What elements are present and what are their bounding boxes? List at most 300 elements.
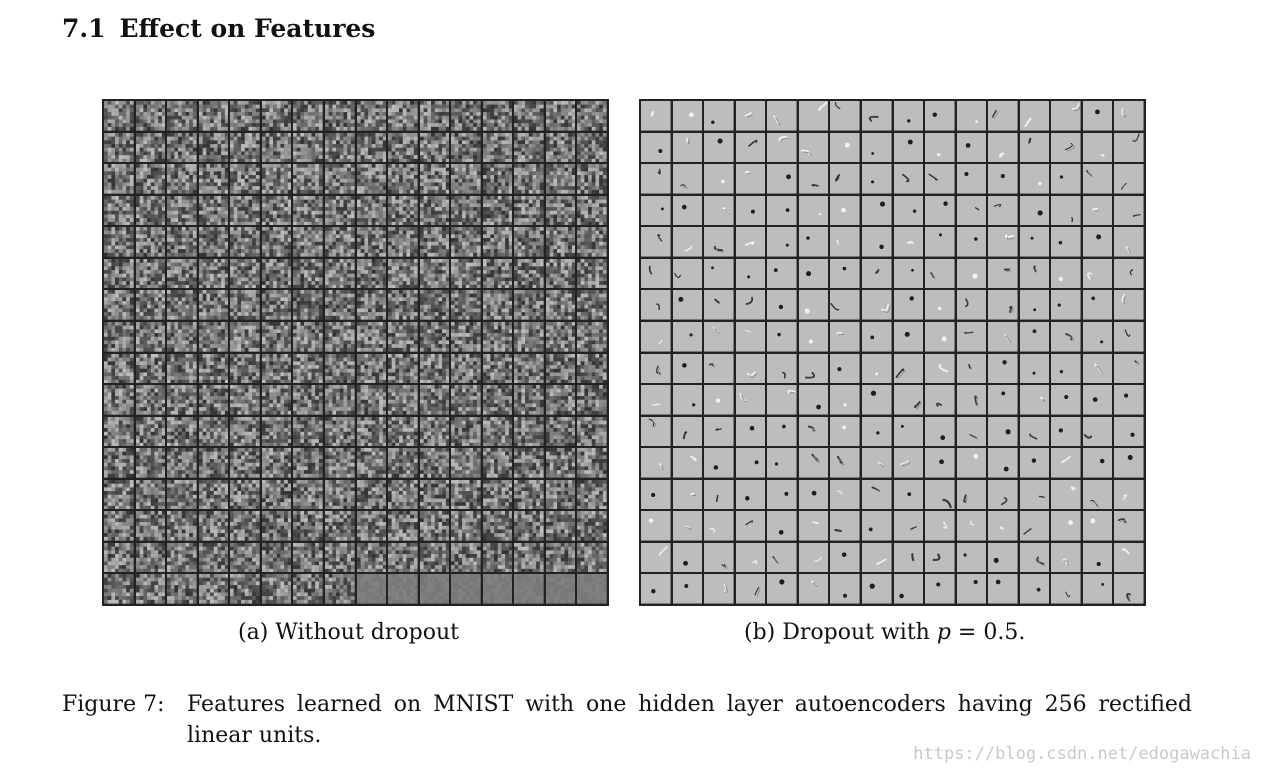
subcaption-b-prefix: (b) Dropout with bbox=[744, 620, 937, 645]
feature-tile bbox=[514, 322, 544, 352]
feature-tile bbox=[577, 133, 607, 163]
feature-tile bbox=[293, 227, 323, 257]
feature-tile bbox=[577, 354, 607, 384]
feature-tile bbox=[1083, 164, 1113, 194]
feature-tile bbox=[894, 543, 924, 573]
feature-tile bbox=[1051, 101, 1081, 131]
feature-tile bbox=[862, 511, 892, 541]
feature-tile bbox=[736, 259, 766, 289]
feature-tile bbox=[1114, 227, 1144, 257]
feature-tile bbox=[167, 290, 197, 320]
feature-tile bbox=[104, 574, 134, 604]
feature-tile bbox=[262, 196, 292, 226]
feature-tile bbox=[199, 259, 229, 289]
feature-grid-without-dropout bbox=[102, 99, 609, 606]
feature-tile bbox=[830, 385, 860, 415]
feature-tile bbox=[957, 574, 987, 604]
feature-tile bbox=[325, 448, 355, 478]
feature-tile bbox=[199, 448, 229, 478]
feature-tile bbox=[199, 290, 229, 320]
feature-tile bbox=[830, 290, 860, 320]
feature-tile bbox=[1114, 480, 1144, 510]
feature-tile bbox=[420, 196, 450, 226]
feature-tile bbox=[704, 574, 734, 604]
feature-tile bbox=[1114, 196, 1144, 226]
feature-tile bbox=[199, 543, 229, 573]
feature-tile bbox=[1020, 290, 1050, 320]
feature-tile bbox=[167, 385, 197, 415]
feature-tile bbox=[388, 385, 418, 415]
feature-tile bbox=[704, 133, 734, 163]
feature-tile bbox=[451, 385, 481, 415]
feature-tile bbox=[388, 543, 418, 573]
feature-tile bbox=[483, 290, 513, 320]
feature-tile bbox=[673, 480, 703, 510]
figure-caption-text: Features learned on MNIST with one hidden layer autoencoders having 256 rectified linear units. bbox=[187, 692, 1192, 748]
feature-tile bbox=[546, 101, 576, 131]
feature-tile bbox=[799, 511, 829, 541]
feature-tile bbox=[357, 290, 387, 320]
feature-tile bbox=[957, 385, 987, 415]
feature-tile bbox=[577, 511, 607, 541]
feature-tile bbox=[104, 259, 134, 289]
feature-tile bbox=[704, 511, 734, 541]
feature-tile bbox=[420, 164, 450, 194]
feature-tile bbox=[357, 574, 387, 604]
feature-tile bbox=[704, 385, 734, 415]
feature-tile bbox=[673, 259, 703, 289]
feature-tile bbox=[767, 164, 797, 194]
feature-tile bbox=[577, 101, 607, 131]
subcaption-b-variable: p bbox=[936, 620, 951, 645]
feature-tile bbox=[736, 385, 766, 415]
feature-tile bbox=[104, 227, 134, 257]
feature-tile bbox=[136, 322, 166, 352]
feature-tile bbox=[514, 101, 544, 131]
feature-tile bbox=[1051, 290, 1081, 320]
section-number: 7.1 bbox=[62, 14, 106, 43]
feature-tile bbox=[641, 101, 671, 131]
feature-tile bbox=[293, 164, 323, 194]
feature-tile bbox=[641, 322, 671, 352]
feature-tile bbox=[799, 196, 829, 226]
feature-tile bbox=[230, 101, 260, 131]
feature-tile bbox=[862, 322, 892, 352]
feature-tile bbox=[325, 543, 355, 573]
feature-tile bbox=[799, 417, 829, 447]
feature-tile bbox=[1114, 133, 1144, 163]
feature-tile bbox=[357, 164, 387, 194]
feature-tile bbox=[514, 480, 544, 510]
feature-tile bbox=[799, 354, 829, 384]
feature-tile bbox=[293, 574, 323, 604]
feature-tile bbox=[957, 196, 987, 226]
feature-tile bbox=[988, 133, 1018, 163]
feature-tile bbox=[420, 385, 450, 415]
feature-tile bbox=[546, 417, 576, 447]
feature-grid-with-dropout bbox=[639, 99, 1146, 606]
feature-tile bbox=[862, 164, 892, 194]
feature-tile bbox=[104, 290, 134, 320]
feature-tile bbox=[136, 290, 166, 320]
feature-tile bbox=[1114, 322, 1144, 352]
feature-tile bbox=[483, 511, 513, 541]
feature-tile bbox=[293, 448, 323, 478]
feature-tile bbox=[704, 227, 734, 257]
feature-tile bbox=[577, 196, 607, 226]
feature-tile bbox=[736, 133, 766, 163]
feature-tile bbox=[388, 480, 418, 510]
feature-tile bbox=[673, 448, 703, 478]
feature-tile bbox=[420, 574, 450, 604]
feature-tile bbox=[988, 511, 1018, 541]
feature-tile bbox=[925, 259, 955, 289]
feature-tile bbox=[104, 448, 134, 478]
feature-tile bbox=[262, 322, 292, 352]
feature-tile bbox=[641, 543, 671, 573]
feature-tile bbox=[641, 511, 671, 541]
feature-tile bbox=[325, 196, 355, 226]
feature-tile bbox=[451, 259, 481, 289]
feature-tile bbox=[325, 259, 355, 289]
feature-tile bbox=[641, 227, 671, 257]
feature-tile bbox=[1020, 133, 1050, 163]
feature-tile bbox=[1083, 385, 1113, 415]
feature-tile bbox=[388, 322, 418, 352]
feature-tile bbox=[420, 101, 450, 131]
feature-tile bbox=[577, 448, 607, 478]
feature-tile bbox=[1114, 385, 1144, 415]
feature-tile bbox=[704, 448, 734, 478]
feature-tile bbox=[136, 259, 166, 289]
feature-tile bbox=[483, 322, 513, 352]
feature-tile bbox=[799, 574, 829, 604]
feature-tile bbox=[1083, 417, 1113, 447]
feature-tile bbox=[136, 511, 166, 541]
feature-tile bbox=[388, 448, 418, 478]
feature-tile bbox=[925, 448, 955, 478]
feature-tile bbox=[1051, 196, 1081, 226]
feature-tile bbox=[546, 133, 576, 163]
feature-tile bbox=[514, 259, 544, 289]
feature-tile bbox=[830, 574, 860, 604]
feature-tile bbox=[1020, 385, 1050, 415]
feature-tile bbox=[894, 480, 924, 510]
feature-tile bbox=[1051, 354, 1081, 384]
feature-tile bbox=[830, 480, 860, 510]
feature-tile bbox=[673, 417, 703, 447]
feature-tile bbox=[262, 448, 292, 478]
feature-tile bbox=[388, 259, 418, 289]
feature-tile bbox=[988, 574, 1018, 604]
feature-tile bbox=[830, 354, 860, 384]
feature-tile bbox=[673, 543, 703, 573]
feature-tile bbox=[230, 511, 260, 541]
feature-tile bbox=[167, 417, 197, 447]
feature-tile bbox=[1083, 259, 1113, 289]
feature-tile bbox=[136, 227, 166, 257]
feature-tile bbox=[925, 290, 955, 320]
feature-tile bbox=[230, 448, 260, 478]
feature-tile bbox=[641, 133, 671, 163]
feature-tile bbox=[167, 543, 197, 573]
feature-tile bbox=[1051, 322, 1081, 352]
feature-tile bbox=[862, 543, 892, 573]
feature-tile bbox=[104, 385, 134, 415]
figure-caption-label: Figure 7: bbox=[62, 692, 165, 717]
feature-tile bbox=[925, 480, 955, 510]
feature-grid-a-tiles bbox=[104, 101, 607, 604]
feature-tile bbox=[451, 133, 481, 163]
feature-tile bbox=[483, 480, 513, 510]
feature-tile bbox=[199, 101, 229, 131]
feature-tile bbox=[167, 164, 197, 194]
feature-tile bbox=[483, 227, 513, 257]
feature-tile bbox=[1114, 290, 1144, 320]
feature-tile bbox=[957, 322, 987, 352]
feature-tile bbox=[767, 385, 797, 415]
feature-tile bbox=[673, 196, 703, 226]
feature-tile bbox=[957, 511, 987, 541]
feature-tile bbox=[451, 511, 481, 541]
feature-tile bbox=[388, 227, 418, 257]
feature-tile bbox=[262, 480, 292, 510]
feature-tile bbox=[1051, 480, 1081, 510]
feature-tile bbox=[1020, 543, 1050, 573]
feature-tile bbox=[451, 417, 481, 447]
feature-tile bbox=[357, 133, 387, 163]
feature-tile bbox=[957, 480, 987, 510]
feature-tile bbox=[767, 448, 797, 478]
subcaption-b bbox=[744, 620, 1025, 645]
feature-tile bbox=[577, 417, 607, 447]
feature-tile bbox=[704, 290, 734, 320]
feature-tile bbox=[767, 227, 797, 257]
feature-tile bbox=[925, 385, 955, 415]
feature-tile bbox=[514, 574, 544, 604]
feature-tile bbox=[104, 511, 134, 541]
feature-tile bbox=[262, 385, 292, 415]
feature-tile bbox=[483, 101, 513, 131]
feature-tile bbox=[357, 101, 387, 131]
feature-tile bbox=[641, 385, 671, 415]
feature-tile bbox=[988, 448, 1018, 478]
feature-tile bbox=[199, 322, 229, 352]
feature-tile bbox=[293, 133, 323, 163]
feature-tile bbox=[577, 227, 607, 257]
feature-tile bbox=[1114, 417, 1144, 447]
feature-tile bbox=[925, 511, 955, 541]
feature-tile bbox=[1020, 480, 1050, 510]
feature-tile bbox=[1083, 290, 1113, 320]
feature-tile bbox=[925, 164, 955, 194]
feature-tile bbox=[451, 543, 481, 573]
feature-tile bbox=[799, 227, 829, 257]
feature-tile bbox=[262, 259, 292, 289]
feature-tile bbox=[325, 133, 355, 163]
feature-tile bbox=[136, 417, 166, 447]
feature-tile bbox=[957, 101, 987, 131]
feature-tile bbox=[293, 259, 323, 289]
feature-tile bbox=[357, 385, 387, 415]
feature-tile bbox=[1051, 448, 1081, 478]
feature-tile bbox=[830, 259, 860, 289]
feature-tile bbox=[546, 196, 576, 226]
feature-tile bbox=[1083, 196, 1113, 226]
feature-tile bbox=[988, 417, 1018, 447]
feature-tile bbox=[799, 322, 829, 352]
feature-tile bbox=[862, 417, 892, 447]
feature-tile bbox=[767, 259, 797, 289]
feature-tile bbox=[736, 196, 766, 226]
feature-tile bbox=[577, 259, 607, 289]
feature-tile bbox=[577, 322, 607, 352]
feature-tile bbox=[199, 417, 229, 447]
feature-tile bbox=[925, 354, 955, 384]
feature-tile bbox=[957, 543, 987, 573]
feature-tile bbox=[293, 480, 323, 510]
feature-tile bbox=[420, 259, 450, 289]
feature-tile bbox=[1051, 574, 1081, 604]
feature-tile bbox=[514, 290, 544, 320]
feature-tile bbox=[1051, 543, 1081, 573]
feature-tile bbox=[767, 511, 797, 541]
feature-tile bbox=[673, 354, 703, 384]
feature-tile bbox=[894, 385, 924, 415]
feature-tile bbox=[894, 227, 924, 257]
feature-tile bbox=[925, 322, 955, 352]
feature-tile bbox=[325, 574, 355, 604]
feature-tile bbox=[293, 196, 323, 226]
feature-tile bbox=[830, 322, 860, 352]
feature-tile bbox=[104, 322, 134, 352]
feature-tile bbox=[451, 354, 481, 384]
feature-tile bbox=[230, 480, 260, 510]
feature-tile bbox=[736, 354, 766, 384]
feature-tile bbox=[514, 133, 544, 163]
feature-tile bbox=[325, 322, 355, 352]
feature-tile bbox=[230, 133, 260, 163]
feature-tile bbox=[862, 480, 892, 510]
feature-tile bbox=[262, 511, 292, 541]
feature-tile bbox=[673, 574, 703, 604]
feature-tile bbox=[862, 290, 892, 320]
feature-tile bbox=[577, 480, 607, 510]
feature-tile bbox=[546, 259, 576, 289]
feature-tile bbox=[767, 543, 797, 573]
feature-tile bbox=[199, 574, 229, 604]
feature-tile bbox=[451, 227, 481, 257]
feature-tile bbox=[704, 480, 734, 510]
feature-tile bbox=[799, 101, 829, 131]
feature-tile bbox=[262, 101, 292, 131]
feature-tile bbox=[1051, 385, 1081, 415]
feature-tile bbox=[736, 101, 766, 131]
feature-tile bbox=[862, 133, 892, 163]
feature-tile bbox=[514, 448, 544, 478]
feature-tile bbox=[736, 227, 766, 257]
feature-tile bbox=[767, 480, 797, 510]
feature-tile bbox=[1083, 511, 1113, 541]
feature-tile bbox=[1020, 574, 1050, 604]
feature-tile bbox=[1114, 448, 1144, 478]
feature-tile bbox=[736, 543, 766, 573]
feature-tile bbox=[262, 227, 292, 257]
feature-tile bbox=[136, 196, 166, 226]
feature-tile bbox=[957, 133, 987, 163]
feature-tile bbox=[357, 322, 387, 352]
feature-tile bbox=[167, 448, 197, 478]
feature-tile bbox=[483, 543, 513, 573]
feature-tile bbox=[1083, 354, 1113, 384]
subcaption-b-suffix: = 0.5. bbox=[950, 620, 1026, 645]
feature-tile bbox=[862, 259, 892, 289]
feature-tile bbox=[199, 227, 229, 257]
feature-tile bbox=[1020, 101, 1050, 131]
feature-tile bbox=[799, 385, 829, 415]
feature-tile bbox=[894, 354, 924, 384]
feature-tile bbox=[736, 511, 766, 541]
feature-tile bbox=[577, 574, 607, 604]
feature-tile bbox=[262, 543, 292, 573]
feature-tile bbox=[357, 354, 387, 384]
feature-tile bbox=[357, 227, 387, 257]
feature-tile bbox=[104, 101, 134, 131]
feature-tile bbox=[799, 480, 829, 510]
feature-tile bbox=[1020, 417, 1050, 447]
feature-tile bbox=[1083, 101, 1113, 131]
feature-tile bbox=[736, 448, 766, 478]
feature-tile bbox=[167, 322, 197, 352]
feature-tile bbox=[199, 354, 229, 384]
feature-tile bbox=[388, 574, 418, 604]
feature-tile bbox=[167, 259, 197, 289]
feature-tile bbox=[357, 196, 387, 226]
feature-tile bbox=[1020, 322, 1050, 352]
feature-tile bbox=[325, 227, 355, 257]
feature-tile bbox=[704, 164, 734, 194]
feature-tile bbox=[988, 227, 1018, 257]
feature-tile bbox=[325, 385, 355, 415]
feature-tile bbox=[167, 354, 197, 384]
feature-tile bbox=[136, 164, 166, 194]
feature-tile bbox=[546, 543, 576, 573]
feature-tile bbox=[1020, 354, 1050, 384]
feature-tile bbox=[325, 480, 355, 510]
feature-tile bbox=[925, 543, 955, 573]
feature-tile bbox=[988, 322, 1018, 352]
feature-tile bbox=[988, 354, 1018, 384]
feature-tile bbox=[894, 133, 924, 163]
feature-tile bbox=[104, 133, 134, 163]
feature-tile bbox=[451, 290, 481, 320]
feature-tile bbox=[451, 574, 481, 604]
feature-tile bbox=[830, 133, 860, 163]
feature-tile bbox=[325, 354, 355, 384]
feature-tile bbox=[167, 227, 197, 257]
feature-tile bbox=[894, 196, 924, 226]
feature-tile bbox=[136, 133, 166, 163]
feature-tile bbox=[136, 101, 166, 131]
feature-tile bbox=[830, 227, 860, 257]
feature-tile bbox=[483, 448, 513, 478]
feature-tile bbox=[894, 417, 924, 447]
feature-tile bbox=[1051, 133, 1081, 163]
feature-tile bbox=[167, 574, 197, 604]
feature-tile bbox=[451, 448, 481, 478]
feature-tile bbox=[136, 480, 166, 510]
feature-tile bbox=[673, 133, 703, 163]
